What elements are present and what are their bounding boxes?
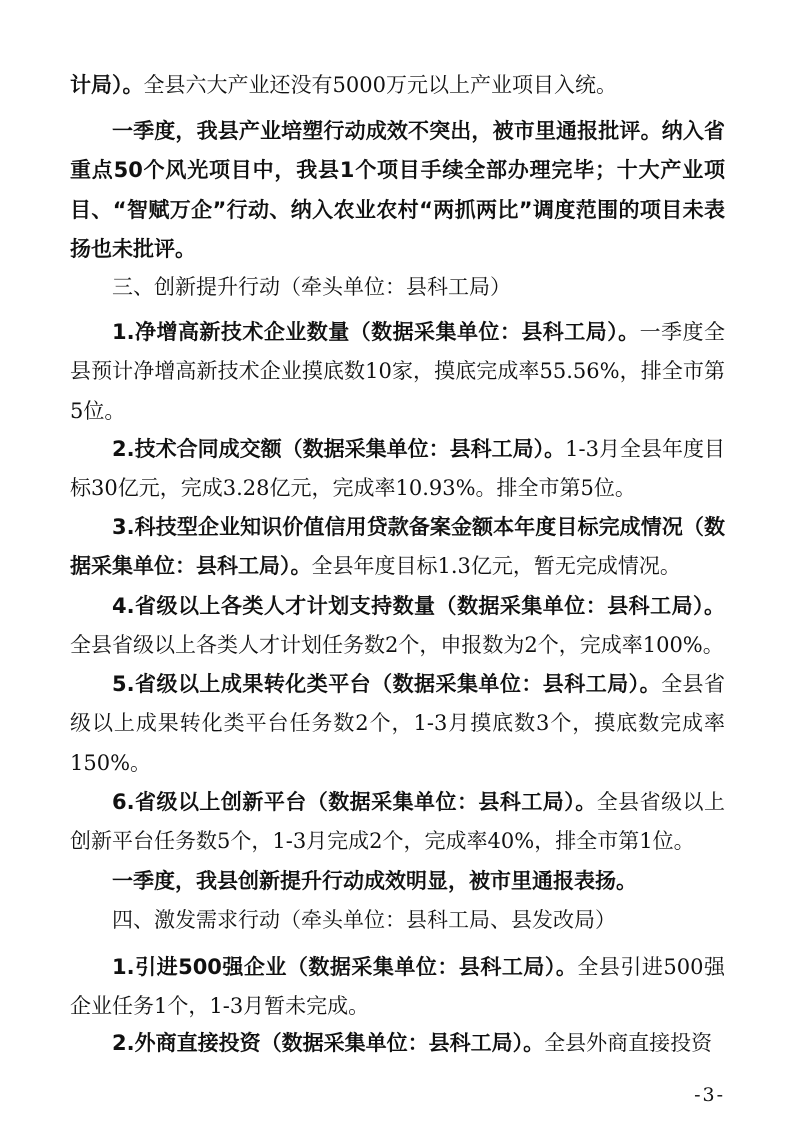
paragraph-text: 全县引进500强企业任务1个，1-3月暂未完成。 [70,955,725,1019]
paragraph-lead: 6.省级以上创新平台（数据采集单位：县科工局）。 [112,790,597,814]
page-number: -3- [694,1084,725,1106]
paragraph-text: 全县省级以上各类人才计划任务数2个，申报数为2个，完成率100%。 [70,633,724,658]
paragraph-lead: 3.科技型企业知识价值信用贷款备案金额本年度目标完成情况（数据采集单位：县科工局）。 [70,515,725,579]
paragraph-text: 全县年度目标1.3亿元，暂无完成情况。 [311,554,681,579]
paragraph-item-4 [70,587,725,666]
paragraph-text: 全县省级以上创新平台任务数5个，1-3月完成2个，完成率40%，排全市第1位。 [70,790,726,854]
paragraph-item-6 [70,783,725,862]
paragraph-lead: 2.外商直接投资（数据采集单位：县科工局）。 [112,1031,545,1055]
paragraph-lead: 2.技术合同成交额（数据采集单位：县科工局）。 [112,437,566,461]
paragraph-industry-summary [70,112,725,270]
section-heading-text: 四、激发需求行动（牵头单位：县科工局、县发改局） [112,908,616,932]
paragraph-text: 1-3月全县年度目标30亿元，完成3.28亿元，完成率10.93%。排全市第5位。 [70,437,725,501]
paragraph-lead: 1.引进500强企业（数据采集单位：县科工局）。 [112,955,578,979]
paragraph-lead: 计局）。 [70,73,144,97]
paragraph-lead: 一季度，我县创新提升行动成效明显，被市里通报表扬。 [112,869,637,893]
paragraph-continuation [70,66,725,105]
paragraph-lead: 4.省级以上各类人才计划支持数量（数据采集单位：县科工局）。 [112,594,725,618]
paragraph-demand-item-1 [70,948,725,1027]
paragraph-text: 全县外商直接投资 [544,1031,713,1055]
paragraph-item-5 [70,665,725,783]
section-heading-innovation [70,268,725,307]
paragraph-item-2 [70,430,725,509]
paragraph-lead: 5.省级以上成果转化类平台（数据采集单位：县科工局）。 [112,672,662,696]
paragraph-text: 全县六大产业还没有5000万元以上产业项目入统。 [143,73,617,97]
section-heading-text: 三、创新提升行动（牵头单位：县科工局） [112,275,511,299]
paragraph-item-1 [70,313,725,431]
paragraph-lead: 1.净增高新技术企业数量（数据采集单位：县科工局）。 [112,320,640,344]
paragraph-demand-item-2 [70,1024,725,1063]
paragraph-text: 全县省级以上成果转化类平台任务数2个，1-3月摸底数3个，摸底数完成率150%。 [70,672,725,775]
paragraph-innovation-summary [70,862,725,901]
paragraph-lead: 一季度，我县产业培塑行动成效不突出，被市里通报批评。纳入省重点50个风光项目中，我县1个项目手续全部办理完毕；十大产业项目、“智赋万企”行动、纳入农业农村“两抓两比”调度范围的项目未表扬也未批评。 [70,119,725,262]
paragraph-text: 一季度全县预计净增高新技术企业摸底数10家，摸底完成率55.56%，排全市第5位。 [70,320,726,423]
section-heading-demand [70,901,725,940]
paragraph-item-3 [70,508,725,587]
